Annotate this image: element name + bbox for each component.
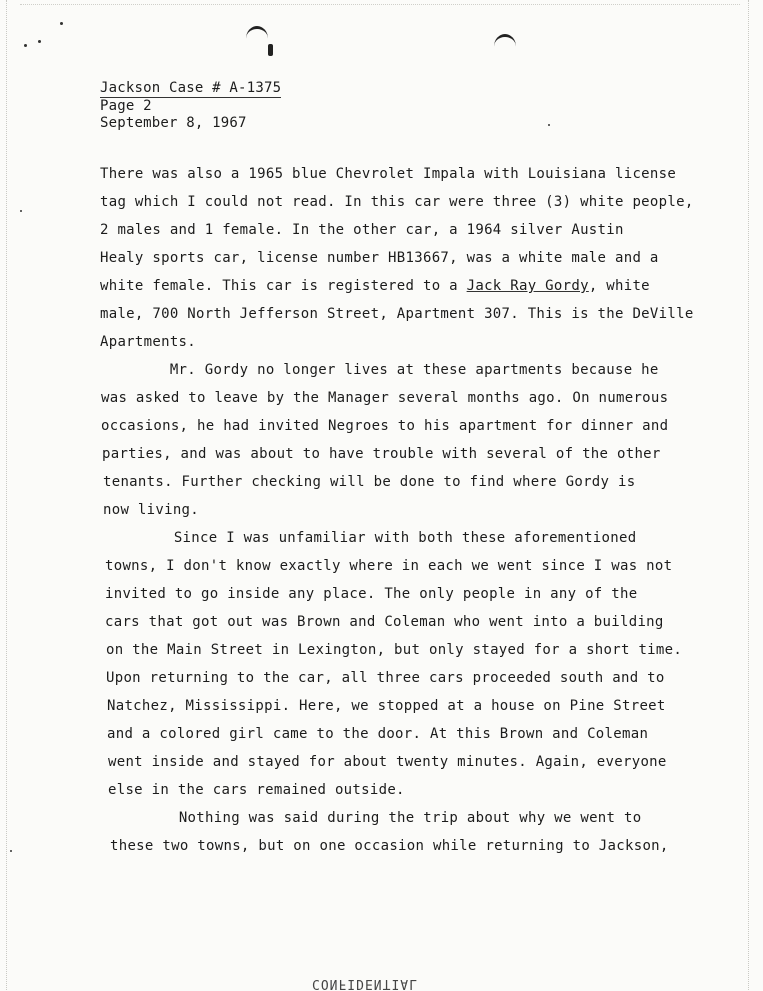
binder-hole-mark-left <box>246 26 268 51</box>
ink-smudge <box>268 44 273 56</box>
text-line: else in the cars remained outside. <box>108 782 405 798</box>
text-line: tag which I could not read. In this car were three (3) white people, <box>100 194 694 210</box>
text-line: There was also a 1965 blue Chevrolet Impala with Louisiana license <box>100 166 677 182</box>
text-line: and a colored girl came to the door. At this Brown and Coleman <box>107 726 649 742</box>
text-line: parties, and was about to have trouble with several of the other <box>102 446 661 462</box>
text-line: towns, I don't know exactly where in each we went since I was not <box>105 558 673 574</box>
binder-hole-mark-right <box>494 34 516 59</box>
speck <box>10 850 12 852</box>
report-body <box>100 160 700 860</box>
text-line: went inside and stayed for about twenty minutes. Again, everyone <box>108 754 667 770</box>
text-line: 2 males and 1 female. In the other car, a 1964 silver Austin <box>100 222 624 238</box>
right-margin-dots <box>748 0 749 990</box>
top-edge-dots <box>20 4 740 5</box>
confidential-stamp: CONFIDENTIAL <box>312 976 418 991</box>
text-line: Nothing was said during the trip about why we went to <box>109 810 642 826</box>
speck <box>548 124 550 126</box>
registered-owner-name: Jack Ray Gordy <box>466 278 589 294</box>
text-line: Healy sports car, license number HB13667, was a white male and a <box>100 250 659 266</box>
document-date: September 8, 1967 <box>100 115 247 131</box>
text-line: Since I was unfamiliar with both these aforementioned <box>104 530 637 546</box>
text-line: cars that got out was Brown and Coleman who went into a building <box>105 614 664 630</box>
text-line: on the Main Street in Lexington, but only stayed for a short time. <box>106 642 683 658</box>
left-margin-dots <box>6 0 7 990</box>
text-line-with-name <box>100 272 700 300</box>
text-line: Natchez, Mississippi. Here, we stopped at a house on Pine Street <box>107 698 666 714</box>
case-number: Jackson Case # A-1375 <box>100 80 282 96</box>
text-line: Upon returning to the car, all three cars proceeded south and to <box>106 670 665 686</box>
text-line: now living. <box>103 502 200 518</box>
document-header <box>100 80 281 132</box>
text-line: these two towns, but on one occasion while returning to Jackson, <box>110 838 669 854</box>
text-line: tenants. Further checking will be done to find where Gordy is <box>103 474 636 490</box>
speck <box>38 40 41 43</box>
text-line: Apartments. <box>100 334 197 350</box>
text-line: was asked to leave by the Manager several months ago. On numerous <box>101 390 669 406</box>
speck <box>60 22 63 25</box>
text-line: invited to go inside any place. The only people in any of the <box>105 586 638 602</box>
text-segment: , white <box>588 278 650 294</box>
text-line: male, 700 North Jefferson Street, Apartment 307. This is the DeVille <box>100 306 694 322</box>
page-number: Page 2 <box>100 98 152 114</box>
text-line: Mr. Gordy no longer lives at these apartments because he <box>100 362 659 378</box>
speck <box>24 44 27 47</box>
text-line: occasions, he had invited Negroes to his apartment for dinner and <box>101 418 669 434</box>
text-segment: white female. This car is registered to a <box>100 278 467 294</box>
speck <box>20 210 22 212</box>
